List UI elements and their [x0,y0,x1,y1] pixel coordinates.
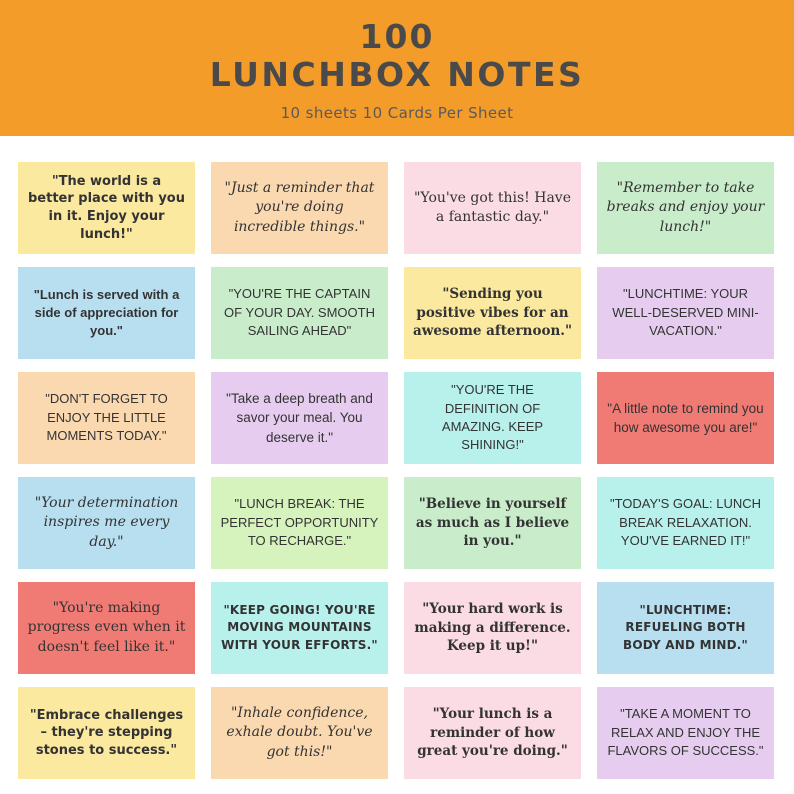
note-card [404,162,581,254]
note-card-text: "Just a reminder that you're doing incredible things." [224,180,375,235]
note-card-text: "KEEP GOING! YOU'RE MOVING MOUNTAINS WITH YOUR EFFORTS." [221,602,378,652]
note-card [597,372,774,464]
note-card [18,267,195,359]
note-card [597,477,774,569]
note-card [211,372,388,464]
note-card-text: "Remember to take breaks and enjoy your lunch!" [606,180,765,235]
note-card [18,372,195,464]
note-card-text: "LUNCHTIME: REFUELING BOTH BODY AND MIND." [623,602,748,652]
note-card-text: "LUNCHTIME: YOUR WELL-DESERVED MINI-VACATION." [612,286,759,339]
note-card-text: "The world is a better place with you in it. Enjoy your lunch!" [27,173,185,242]
note-card-text: "You've got this! Have a fantastic day." [413,189,571,225]
note-card [404,687,581,779]
note-card [404,477,581,569]
note-card [18,477,195,569]
note-card [597,687,774,779]
note-card-text: "YOU'RE THE DEFINITION OF AMAZING. KEEP SHINING!" [441,382,544,453]
note-card-text: "Your hard work is making a difference. Keep it up!" [414,601,571,655]
note-card [18,687,195,779]
note-card-text: "YOU'RE THE CAPTAIN OF YOUR DAY. SMOOTH SAILING AHEAD" [224,286,375,339]
notes-grid [18,162,776,779]
note-card [18,582,195,674]
note-card [211,267,388,359]
note-card-text: "TODAY'S GOAL: LUNCH BREAK RELAXATION. YOU'VE EARNED IT!" [609,496,762,549]
header-title-main: LUNCHBOX NOTES [209,55,585,95]
note-card-text: "Believe in yourself as much as I believe in you." [415,496,570,550]
note-card [18,162,195,254]
note-card [597,582,774,674]
note-card [404,582,581,674]
page-header [0,0,794,136]
note-card-text: "Take a deep breath and savor your meal. You deserve it." [226,391,373,445]
note-card [211,477,388,569]
note-card [597,162,774,254]
note-card-text: "A little note to remind you how awesome you are!" [607,400,764,435]
header-subtitle: 10 sheets 10 Cards Per Sheet [280,104,514,123]
note-card-text: "Your lunch is a reminder of how great you're doing." [417,706,568,760]
note-card-text: "DON'T FORGET TO ENJOY THE LITTLE MOMENTS TODAY." [45,391,168,444]
note-card [597,267,774,359]
note-card [211,687,388,779]
note-card [404,372,581,464]
note-card-text: "LUNCH BREAK: THE PERFECT OPPORTUNITY TO RECHARGE." [220,496,379,549]
note-card-text: "TAKE A MOMENT TO RELAX AND ENJOY THE FLAVORS OF SUCCESS." [607,706,764,759]
note-card-text: "Sending you positive vibes for an awesome afternoon." [413,286,573,340]
note-card-text: "Inhale confidence, exhale doubt. You've got this!" [226,705,373,760]
note-card-text: "Embrace challenges – they're stepping stones to success." [29,707,184,758]
note-card [404,267,581,359]
note-card-text: "Lunch is served with a side of appreciation for you." [33,286,180,339]
note-card [211,582,388,674]
header-title-count: 100 [359,16,435,56]
note-card-text: "You're making progress even when it doesn't feel like it." [27,600,186,655]
note-card-text: "Your determination inspires me every day." [34,495,179,550]
note-card [211,162,388,254]
